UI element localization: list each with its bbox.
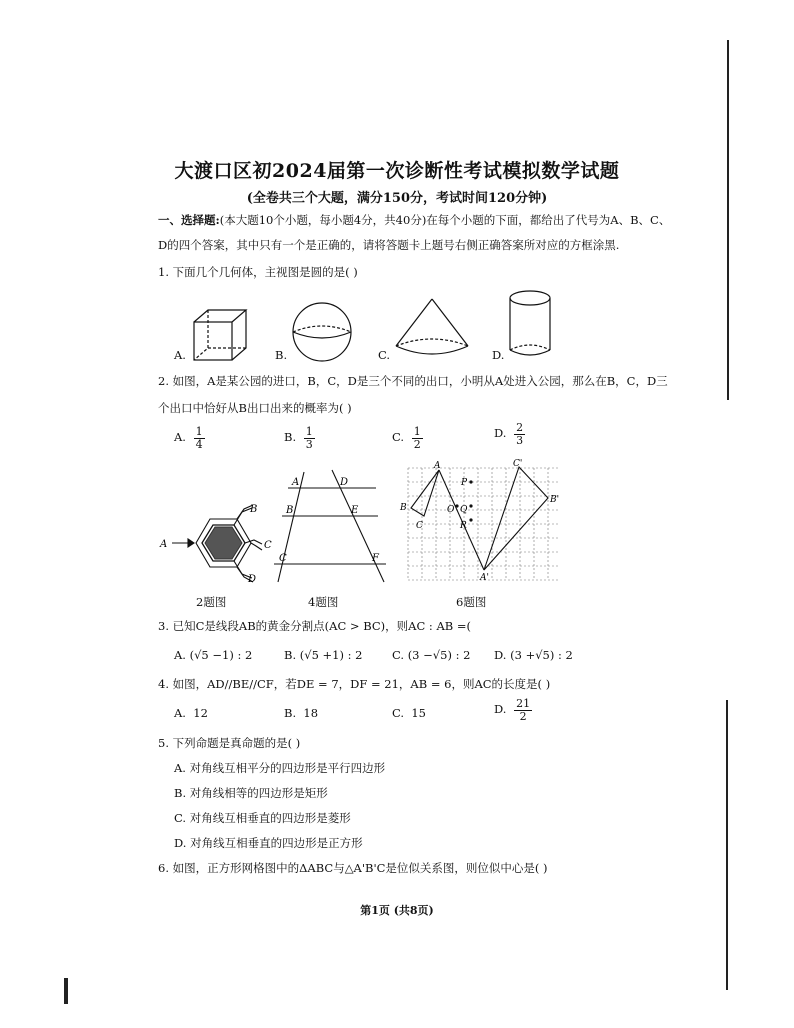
question-2-line-1: 2. 如图，A是某公园的进口，B，C，D是三个不同的出口，小明从A处进入公园，那么在B，C，D三	[158, 374, 668, 388]
section-1-instructions: (本大题10个小题，每小题4分，共40分)在每个小题的下面，都给出了代号为A、B、C、	[219, 213, 671, 227]
q4-option-d-label: D.	[494, 702, 507, 717]
question-3: 3. 已知C是线段AB的黄金分割点(AC > BC)，则AC : AB =(	[158, 619, 471, 633]
q2-option-b	[284, 426, 315, 450]
q4-option-b-value: 18	[303, 706, 319, 720]
cone-figure	[392, 296, 472, 362]
numerator: 2	[516, 421, 524, 434]
q4-option-c-label: C.	[392, 706, 405, 720]
q2-option-c-fraction	[412, 426, 423, 450]
fig6-label-c: C	[416, 521, 423, 531]
q2-option-b-fraction	[304, 426, 315, 450]
fig2-caption: 2题图	[196, 595, 227, 609]
q4-option-d	[494, 698, 532, 722]
q5-option-c: C. 对角线互相垂直的四边形是菱形	[174, 811, 351, 825]
q2-option-d	[494, 422, 525, 446]
fig6-caption: 6题图	[456, 595, 487, 609]
q5-option-d: D. 对角线互相垂直的四边形是正方形	[174, 836, 363, 850]
fig4-parallel-lines	[274, 468, 394, 586]
q3-option-b: B. (√5 +1) : 2	[284, 648, 363, 662]
fig6-label-a-prime: A'	[480, 573, 489, 583]
scan-edge-mark	[64, 978, 68, 1004]
denominator: 3	[305, 437, 313, 451]
q2-option-c	[392, 426, 423, 450]
fig4-label-a: A	[292, 477, 300, 488]
q4-option-c-value: 15	[411, 706, 426, 720]
q1-option-d: D.	[492, 348, 505, 362]
fig6-label-r: R	[460, 521, 467, 531]
q4-option-a-label: A.	[174, 706, 186, 720]
question-1: 1. 下面几个几何体，主视图是圆的是( )	[158, 265, 358, 279]
question-6: 6. 如图，正方形网格图中的ΔABC与△A'B'C是位似关系图，则位似中心是( )	[158, 861, 548, 875]
cube-figure	[190, 304, 250, 366]
q2-option-b-label: B.	[284, 430, 297, 445]
q1-option-c: C.	[378, 348, 391, 362]
numerator: 1	[413, 425, 421, 438]
q2-option-d-fraction	[514, 422, 525, 446]
sphere-figure	[290, 300, 354, 364]
fig6-label-o: O	[447, 505, 455, 515]
q5-option-a: A. 对角线互相平分的四边形是平行四边形	[174, 761, 386, 775]
q2-option-a-fraction	[194, 426, 205, 450]
question-2-line-2: 个出口中恰好从B出口出来的概率为( )	[158, 401, 352, 415]
fig6-label-q: Q	[460, 505, 468, 515]
fig2-label-b: B	[250, 504, 258, 515]
cylinder-figure	[505, 288, 555, 362]
fig6-grid-triangles	[396, 458, 560, 584]
fig6-label-b-prime: B'	[550, 495, 560, 505]
page-subtitle: (全卷共三个大题，满分150分，考试时间120分钟)	[246, 191, 548, 206]
denominator: 4	[195, 437, 203, 451]
fig4-caption: 4题图	[308, 595, 339, 609]
page-footer: 第1页 (共8页)	[360, 904, 434, 917]
q1-option-b: B.	[275, 348, 288, 362]
question-5: 5. 下列命题是真命题的是( )	[158, 736, 301, 750]
fig6-label-p: P	[461, 478, 468, 488]
q4-option-b-label: B.	[284, 706, 297, 720]
q2-option-a-label: A.	[174, 430, 186, 445]
section-1-heading: 一、选择题:	[158, 213, 220, 227]
question-4: 4. 如图，AD//BE//CF，若DE = 7，DF = 21，AB = 6，则AC的长度是( )	[158, 677, 551, 691]
q4-option-a-value: 12	[193, 706, 208, 720]
section-1-intro	[158, 212, 670, 228]
q4-option-c	[392, 706, 426, 720]
scan-edge-line	[727, 40, 729, 400]
q3-option-d: D. (3 +√5) : 2	[494, 648, 573, 662]
section-1-instructions-2: D的四个答案，其中只有一个是正确的，请将答题卡上题号右侧正确答案所对应的方框涂黑.	[158, 238, 620, 252]
q4-option-d-fraction	[514, 698, 532, 722]
numerator: 1	[305, 425, 313, 438]
fig4-label-b: B	[286, 505, 294, 516]
denominator: 2	[413, 437, 421, 451]
fig4-label-c: C	[279, 553, 287, 564]
q5-option-b: B. 对角线相等的四边形是矩形	[174, 786, 328, 800]
fig6-label-a: A	[434, 461, 441, 471]
fig4-label-f: F	[372, 553, 379, 564]
q1-option-a: A.	[174, 348, 186, 362]
page-title: 大渡口区初2024届第一次诊断性考试模拟数学试题	[174, 160, 620, 182]
q4-option-b	[284, 706, 318, 720]
fig6-label-c-prime: C'	[513, 459, 523, 469]
q3-option-c: C. (3 −√5) : 2	[392, 648, 471, 662]
numerator: 1	[195, 425, 203, 438]
scan-edge-line	[726, 700, 728, 990]
numerator: 21	[516, 697, 531, 710]
q2-option-c-label: C.	[392, 430, 405, 445]
fig2-label-a: A	[160, 539, 168, 550]
fig2-park-diagram	[158, 500, 276, 588]
denominator: 2	[519, 709, 527, 723]
fig4-label-e: E	[351, 505, 359, 516]
denominator: 3	[516, 433, 524, 447]
q2-option-d-label: D.	[494, 426, 507, 441]
q4-option-a	[174, 706, 208, 720]
fig4-label-d: D	[340, 477, 349, 488]
q2-option-a	[174, 426, 205, 450]
fig2-label-c: C	[264, 540, 272, 551]
fig6-label-b: B	[400, 503, 407, 513]
fig2-label-d: D	[248, 574, 257, 585]
q3-option-a: A. (√5 −1) : 2	[174, 648, 253, 662]
